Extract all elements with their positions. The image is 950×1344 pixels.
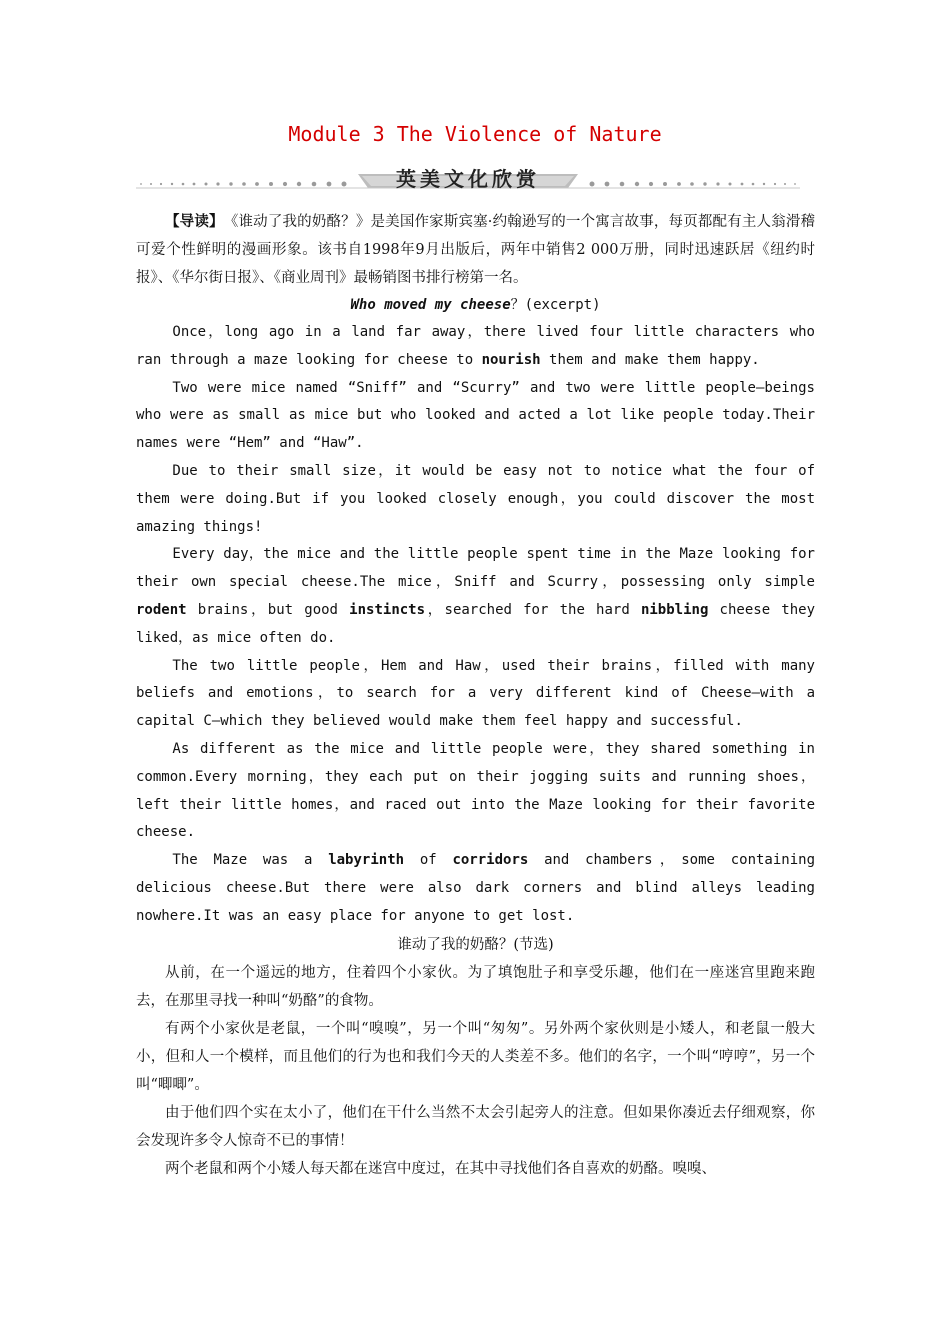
section-banner — [136, 166, 800, 192]
english-title — [136, 291, 815, 319]
text-run: The Maze was a — [172, 852, 329, 869]
english-paragraph-1 — [136, 319, 815, 375]
english-paragraph-2: Two were mice named “Sniff” and “Scurry” and two were little people—beings who were as small as mice but who looked and acted a lot like people today.Their names were “Hem” and “Haw”. — [136, 379, 815, 452]
text-run: Every day，the mice and the little people spent time in the Maze looking for their own special cheese.The mice，Sniff and Scurry，possessing only simple — [136, 546, 815, 591]
english-title-rest: ？(excerpt) — [510, 297, 601, 313]
chinese-paragraph-4: 两个老鼠和两个小矮人每天都在迷宫中度过，在其中寻找他们各自喜欢的奶酪。嗅嗅、 — [165, 1160, 716, 1177]
text-run: ，searched for the hard — [425, 601, 641, 618]
chinese-paragraph-1: 从前，在一个遥远的地方，住着四个小家伙。为了填饱肚子和享受乐趣，他们在一座迷宫里跑来跑去，在那里寻找一种叫“奶酪”的食物。 — [136, 964, 815, 1009]
page-title: Module 3 The Violence of Nature — [288, 122, 662, 146]
keyword: nourish — [481, 351, 541, 368]
english-paragraph-5: The two little people，Hem and Haw，used their brains，filled with many beliefs and emotions，to search for a very different kind of Cheese—with a capital C—which they believed would make them feel happy and successful. — [136, 657, 815, 730]
chinese-paragraph-2: 有两个小家伙是老鼠，一个叫“嗅嗅”，另一个叫“匆匆”。另外两个家伙则是小矮人，和老鼠一般大小，但和人一个模样，而且他们的行为也和我们今天的人类差不多。他们的名字，一个叫“哼哼”，另一个叫“唧唧”。 — [136, 1020, 815, 1093]
english-title-italic: Who moved my cheese — [350, 297, 511, 313]
intro-paragraph — [136, 208, 815, 292]
keyword: labyrinth — [328, 852, 405, 869]
section-label: 英美文化欣赏 — [396, 167, 540, 191]
english-paragraph-3: Due to their small size，it would be easy not to notice what the four of them were doing.But if you looked closely enough，you could discover the most amazing things! — [136, 462, 815, 535]
text-run: of — [404, 852, 453, 869]
keyword: rodent — [136, 601, 187, 618]
keyword: corridors — [452, 852, 529, 869]
text-run: them and make them happy. — [540, 351, 760, 368]
english-paragraph-4 — [136, 541, 815, 652]
text-run: cheese they liked，as mice often do. — [136, 601, 816, 646]
intro-text: 《谁动了我的奶酪？》是美国作家斯宾塞·约翰逊写的一个寓言故事，每页都配有主人翁滑稽可爱个性鲜明的漫画形象。该书自1998年9月出版后，两年中销售2 000万册，同时迅速跃居《纽约时报》、《华尔街日报》、《商业周刊》最畅销图书排行榜第一名。 — [136, 214, 816, 286]
english-paragraph-7 — [136, 847, 815, 930]
chinese-title: 谁动了我的奶酪？(节选) — [397, 936, 554, 953]
intro-label: 【导读】 — [165, 213, 217, 230]
text-run: brains，but good — [186, 601, 350, 618]
chinese-paragraph-3: 由于他们四个实在太小了，他们在干什么当然不太会引起旁人的注意。但如果你凑近去仔细观察，你会发现许多令人惊奇不已的事情！ — [136, 1104, 815, 1149]
article-body — [136, 208, 815, 1183]
text-run: and chambers，some containing delicious cheese.But there were also dark corners and blind alleys leading nowhere.It was an easy place for anyone to get lost. — [136, 852, 816, 924]
keyword: nibbling — [640, 601, 709, 618]
text-run: Once，long ago in a land far away，there lived four little characters who ran through a maze looking for cheese to — [136, 324, 815, 368]
english-paragraph-6: As different as the mice and little people were，they shared something in common.Every morning，they each put on their jogging suits and running shoes，left their little homes，and raced out into the Maze looking for their favorite cheese. — [136, 740, 815, 841]
keyword: instincts — [349, 601, 426, 618]
